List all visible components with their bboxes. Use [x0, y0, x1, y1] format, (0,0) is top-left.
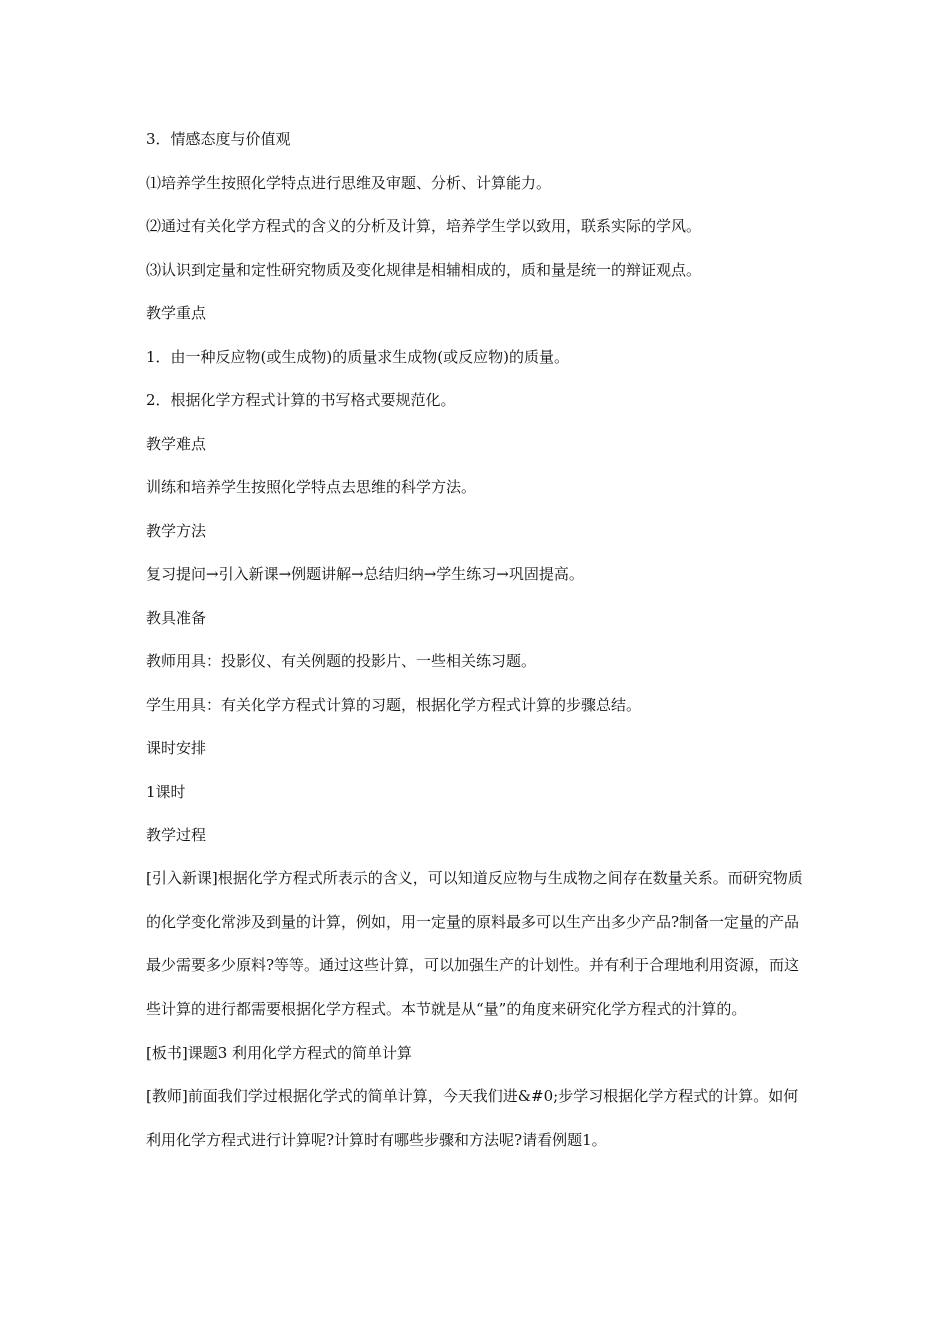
paragraph-schedule: 1课时	[146, 782, 186, 801]
paragraph-method: 复习提问→引入新课→例题讲解→总结归纳→学生练习→巩固提高。	[146, 565, 584, 583]
paragraph-board-title: [板书]课题3 利用化学方程式的简单计算	[146, 1044, 413, 1062]
paragraph-objective-1: ⑴培养学生按照化学特点进行思维及审题、分析、计算能力。	[146, 173, 552, 192]
heading-materials: 教具准备	[146, 608, 207, 627]
heading-schedule: 课时安排	[146, 739, 207, 757]
section-heading-attitudes: 3．情感态度与价值观	[146, 130, 291, 148]
paragraph-objective-2: ⑵通过有关化学方程式的含义的分析及计算，培养学生学以致用，联系实际的学风。	[146, 217, 702, 235]
heading-process: 教学过程	[146, 826, 207, 844]
heading-method: 教学方法	[146, 521, 207, 540]
paragraph-key-point-2: 2．根据化学方程式计算的书写格式要规范化。	[146, 391, 456, 409]
paragraph-difficulty: 训练和培养学生按照化学特点去思维的科学方法。	[146, 478, 477, 496]
heading-key-points: 教学重点	[146, 304, 207, 322]
document-body	[146, 124, 811, 1169]
paragraph-key-point-1: 1．由一种反应物(或生成物)的质量求生成物(或反应物)的质量。	[146, 347, 569, 366]
paragraph-teacher-remarks: [教师]前面我们学过根据化学式的简单计算，今天我们进&#0;步学习根据化学方程式的计算。如何利用化学方程式进行计算呢?计算时有哪些步骤和方法呢?请看例题1。	[146, 1087, 799, 1149]
paragraph-teacher-materials: 教师用具：投影仪、有关例题的投影片、一些相关练习题。	[146, 652, 537, 670]
heading-difficulties: 教学难点	[146, 434, 207, 453]
paragraph-student-materials: 学生用具：有关化学方程式计算的习题，根据化学方程式计算的步骤总结。	[146, 695, 642, 714]
paragraph-introduction: [引入新课]根据化学方程式所表示的含义，可以知道反应物与生成物之间存在数量关系。而研究物质的化学变化常涉及到量的计算，例如，用一定量的原料最多可以生产出多少产品?制备一定量的产品最少需要多少原料?等等。通过这些计算，可以加强生产的计划性。并有利于合理地利用资源，而这些计算的进行都需要根据化学方程式。本节就是从“量”的角度来研究化学方程式的汁算的。	[146, 869, 803, 1018]
paragraph-objective-3: ⑶认识到定量和定性研究物质及变化规律是相辅相成的，质和量是统一的辩证观点。	[146, 260, 702, 279]
